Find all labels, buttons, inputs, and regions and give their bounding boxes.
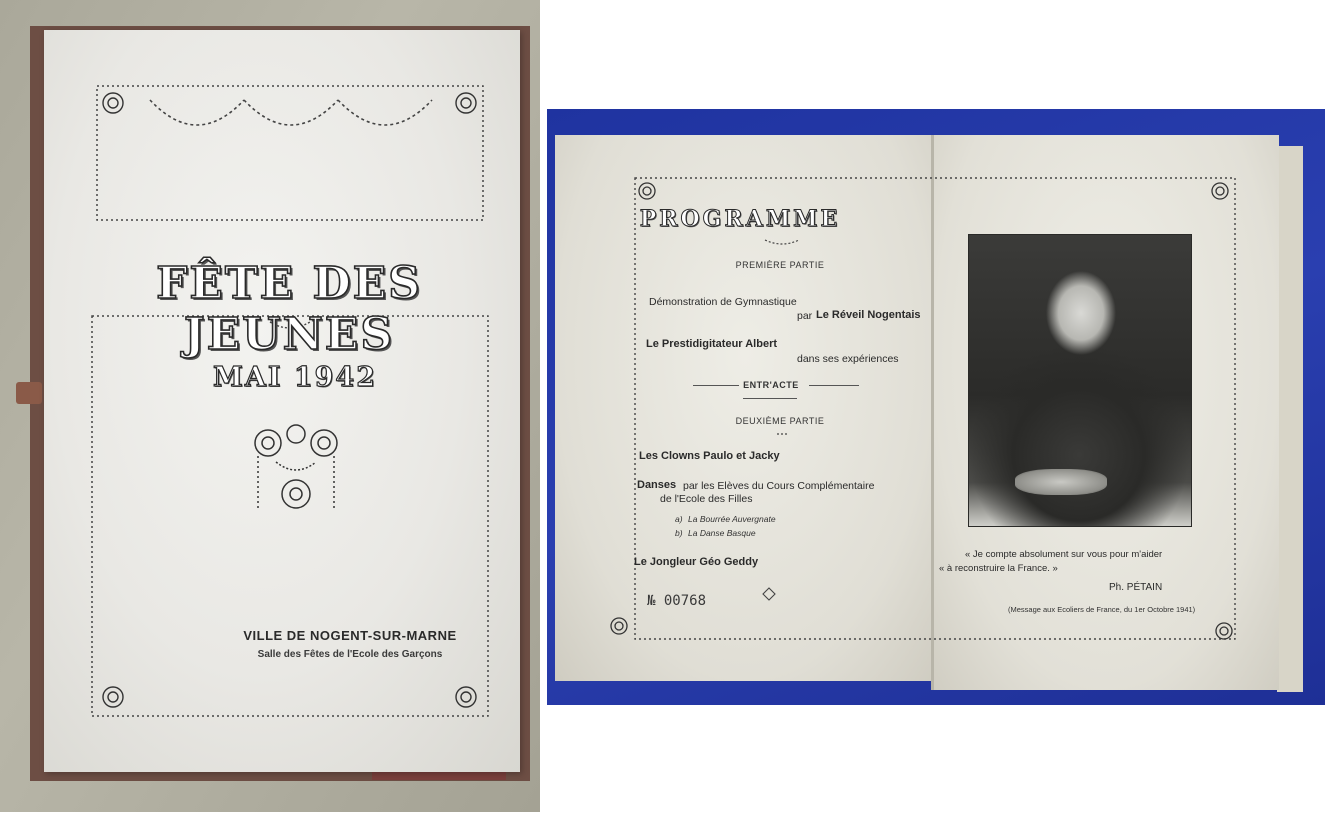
quote-line-1: « Je compte absolument sur vous pour m'aider	[965, 549, 1163, 560]
signature: Ph. PÉTAIN	[1109, 582, 1163, 593]
portrait-hands	[1015, 469, 1107, 495]
part-one-label: PREMIÈRE PARTIE	[735, 260, 825, 270]
cover-title: FÊTE DES JEUNES	[156, 258, 422, 360]
act-2-subtitle: dans ses expériences	[797, 353, 899, 365]
cover-date: MAI 1942	[212, 362, 377, 393]
dance-a-marker: a)	[675, 514, 683, 524]
intermission-rule-right	[809, 385, 859, 386]
intermission-label: ENTR'ACTE	[743, 380, 799, 390]
part-two-label: DEUXIÈME PARTIE	[735, 416, 825, 426]
programme-ornament-border	[547, 109, 1325, 705]
intermission-rule-left	[693, 385, 739, 386]
act-4-description: par les Elèves du Cours Complémentaire	[683, 480, 875, 492]
act-1-group: Le Réveil Nogentais	[816, 309, 921, 321]
dance-b-marker: b)	[675, 528, 683, 538]
quote-citation: (Message aux Ecoliers de France, du 1er Octobre 1941)	[1008, 605, 1196, 614]
ticket-number: № 00768	[647, 593, 707, 609]
cover-venue: VILLE DE NOGENT-SUR-MARNE	[243, 628, 457, 643]
cover-ornament-border	[0, 0, 540, 812]
act-4-title: Danses	[637, 479, 677, 491]
dance-a: La Bourrée Auvergnate	[688, 514, 776, 524]
programme-photo	[547, 109, 1325, 705]
act-2-title: Le Prestidigitateur Albert	[646, 338, 778, 350]
programme-heading: PROGRAMME	[639, 206, 841, 232]
quote-line-2: « à reconstruire la France. »	[939, 563, 1058, 574]
cover-hall: Salle des Fêtes de l'Ecole des Garçons	[257, 649, 443, 660]
cover-photo	[0, 0, 540, 812]
act-1-by: par	[797, 310, 813, 322]
dance-b: La Danse Basque	[688, 528, 756, 538]
act-1-line-1: Démonstration de Gymnastique	[649, 296, 797, 308]
act-3-title: Les Clowns Paulo et Jacky	[639, 450, 780, 462]
act-5-title: Le Jongleur Géo Geddy	[634, 556, 759, 568]
act-4-description-2: de l'Ecole des Filles	[660, 493, 753, 505]
intermission-underline	[743, 398, 797, 399]
